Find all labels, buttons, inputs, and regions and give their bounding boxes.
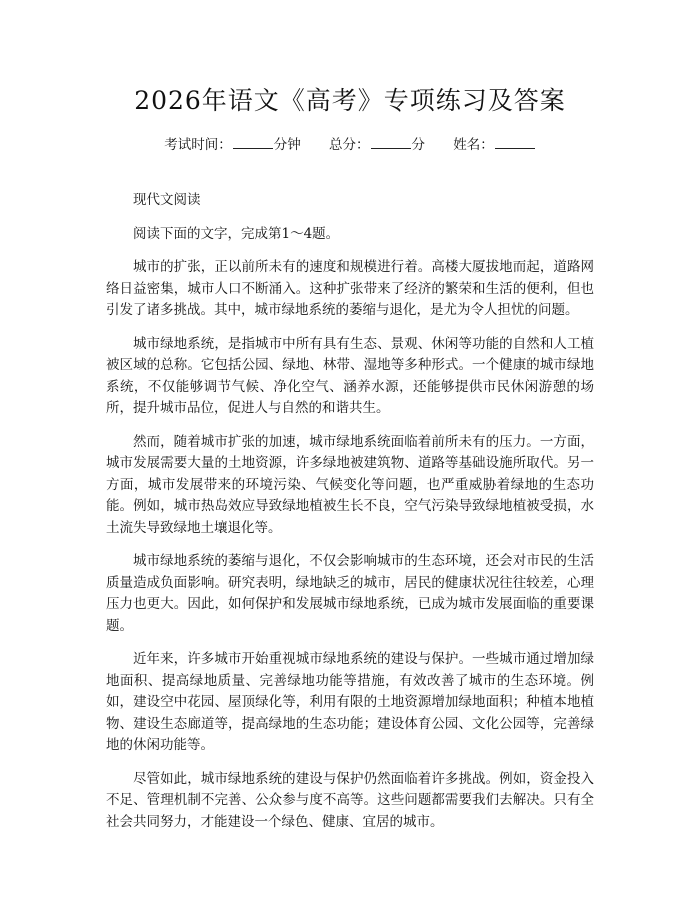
student-name-blank[interactable]: [495, 136, 535, 149]
exam-info-row: [106, 134, 594, 156]
passage-paragraph-4: 城市绿地系统的萎缩与退化，不仅会影响城市的生态环境，还会对市民的生活质量造成负面影响。研究表明，绿地缺乏的城市，居民的健康状况往往较差，心理压力也更大。因此，如何保护和发展城市绿地系统，已成为城市发展面临的重要课题。: [106, 553, 594, 634]
student-name-field: [453, 134, 536, 156]
page-title: 2026年语文《高考》专项练习及答案: [134, 86, 566, 115]
total-score-blank[interactable]: [371, 136, 411, 149]
passage-paragraph-5: 近年来，许多城市开始重视城市绿地系统的建设与保护。一些城市通过增加绿地面积、提高绿地质量、完善绿地功能等措施，有效改善了城市的生态环境。例如，建设空中花园、屋顶绿化等，利用有限的土地资源增加绿地面积；种植本地植物、建设生态廊道等，提高绿地的生态功能；建设体育公园、文化公园等，完善绿地的休闲功能等。: [106, 651, 594, 753]
passage-paragraph-6: 尽管如此，城市绿地系统的建设与保护仍然面临着许多挑战。例如，资金投入不足、管理机制不完善、公众参与度不高等。这些问题都需要我们去解决。只有全社会共同努力，才能建设一个绿色、健康、宜居的城市。: [106, 770, 594, 830]
instruction-text: 阅读下面的文字，完成第1～4题。: [133, 225, 340, 242]
total-score-label: 总分：: [329, 137, 370, 153]
exam-time-unit: 分钟: [273, 137, 301, 153]
reading-content: [106, 190, 594, 833]
passage-paragraph-2: 城市绿地系统，是指城市中所有具有生态、景观、休闲等功能的自然和人工植被区域的总称。它包括公园、绿地、林带、湿地等多种形式。一个健康的城市绿地系统，不仅能够调节气候、净化空气、涵养水源，还能够提供市民休闲游憩的场所，提升城市品位，促进人与自然的和谐共生。: [106, 335, 594, 416]
passage-paragraph-1: 城市的扩张，正以前所未有的速度和规模进行着。高楼大厦拔地而起，道路网络日益密集，城市人口不断涌入。这种扩张带来了经济的繁荣和生活的便利，但也引发了诸多挑战。其中，城市绿地系统的萎缩与退化，是尤为令人担忧的问题。: [106, 259, 594, 318]
exam-time-blank[interactable]: [233, 136, 273, 149]
passage-paragraph-3: 然而，随着城市扩张的加速，城市绿地系统面临着前所未有的压力。一方面，城市发展需要大量的土地资源，许多绿地被建筑物、道路等基础设施所取代。另一方面，城市发展带来的环境污染、气候变化等问题，也严重威胁着绿地的生态功能。例如，城市热岛效应导致绿地植被生长不良，空气污染导致绿地植被受损，水土流失导致绿地土壤退化等。: [106, 433, 594, 536]
total-score-field: [329, 134, 425, 156]
exam-time-field: [164, 134, 301, 156]
student-name-label: 姓名：: [453, 137, 494, 153]
total-score-unit: 分: [411, 137, 425, 153]
section-heading: 现代文阅读: [133, 192, 201, 208]
exam-time-label: 考试时间：: [164, 137, 232, 153]
